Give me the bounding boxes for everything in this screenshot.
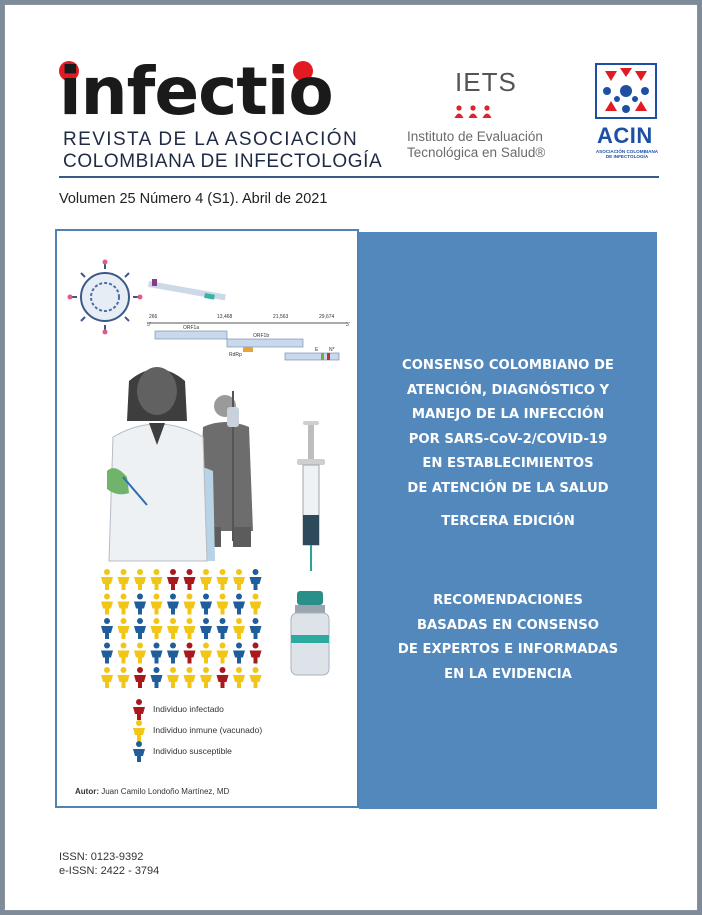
orf1b-label: ORF1b xyxy=(253,333,270,339)
person-icon xyxy=(217,594,229,615)
gene-e-label: E xyxy=(315,347,319,353)
legend-label-susceptible: Individuo susceptible xyxy=(153,746,232,756)
person-icon xyxy=(134,569,146,590)
person-icon xyxy=(200,667,212,688)
person-icon xyxy=(184,667,196,688)
vaccine-vial-illustration xyxy=(291,591,329,675)
person-icon xyxy=(233,618,245,639)
genome-pos-266: 266 xyxy=(149,314,158,320)
orf1a-bar xyxy=(155,331,227,339)
author-label: Autor: xyxy=(75,787,99,796)
acin-mark: ACIN xyxy=(597,123,653,148)
recommendations-line: RECOMENDACIONES xyxy=(433,593,583,608)
person-icon xyxy=(217,643,229,664)
acin-fullname: ASOCIACIÓN COLOMBIANA DE INFECTOLOGÍA xyxy=(595,149,659,159)
person-icon xyxy=(217,618,229,639)
person-icon xyxy=(167,667,179,688)
syringe-illustration xyxy=(297,421,325,571)
cover-title-line: MANEJO DE LA INFECCIÓN xyxy=(411,407,605,422)
rna-strand-icon xyxy=(148,279,226,300)
person-icon xyxy=(118,618,130,639)
person-icon xyxy=(200,618,212,639)
person-icon xyxy=(134,667,146,688)
iets-name-line2: Tecnológica en Salud® xyxy=(407,145,546,160)
rdrp-label: RdRp xyxy=(229,352,242,358)
person-icon xyxy=(184,594,196,615)
recommendations-line: EN LA EVIDENCIA xyxy=(444,666,572,682)
genome-3-prime: 3' xyxy=(346,322,350,328)
person-icon xyxy=(184,569,196,590)
cover-title-line: DE ATENCIÓN DE LA SALUD xyxy=(407,480,609,496)
person-icon xyxy=(118,643,130,664)
header-divider xyxy=(59,176,659,178)
journal-name: infectio xyxy=(59,53,333,130)
person-icon xyxy=(134,618,146,639)
virus-icon xyxy=(68,260,143,335)
cover-title xyxy=(359,354,657,501)
cover-title-line: CONSENSO COLOMBIANO DE xyxy=(402,358,614,373)
person-icon xyxy=(118,569,130,590)
orf1a-label: ORF1a xyxy=(183,325,200,331)
person-icon xyxy=(151,667,163,688)
person-icon xyxy=(217,667,229,688)
person-icon xyxy=(101,643,113,664)
person-icon xyxy=(250,667,262,688)
recommendations-line: DE EXPERTOS E INFORMADAS xyxy=(397,642,619,657)
acin-emblem xyxy=(595,63,657,119)
person-icon xyxy=(151,618,163,639)
genome-5-prime: 5' xyxy=(147,322,151,328)
cover-title-line: POR SARS-CoV-2/COVID-19 xyxy=(408,431,608,447)
edition-label: TERCERA EDICIÓN xyxy=(441,514,575,529)
cover-title-line: ATENCIÓN, DIAGNÓSTICO Y xyxy=(406,382,610,398)
iets-name-line1: Instituto de Evaluación xyxy=(407,129,543,144)
person-icon xyxy=(233,569,245,590)
person-icon xyxy=(101,569,113,590)
person-icon xyxy=(134,594,146,615)
person-icon xyxy=(101,594,113,615)
person-icon xyxy=(200,569,212,590)
person-icon xyxy=(250,618,262,639)
person-icon xyxy=(217,569,229,590)
structural-genes-bar xyxy=(285,353,339,360)
acin-emblem-icon xyxy=(597,65,655,117)
author-name: Juan Camilo Londoño Martínez, MD xyxy=(101,787,230,796)
issn-block xyxy=(59,850,159,878)
person-icon xyxy=(250,594,262,615)
iets-people-icon xyxy=(453,105,493,119)
legend-label-immune: Individuo inmune (vacunado) xyxy=(153,725,263,735)
person-icon xyxy=(167,643,179,664)
genome-map xyxy=(147,314,350,360)
person-icon xyxy=(184,618,196,639)
illustration-panel xyxy=(55,229,359,808)
illustration-author xyxy=(75,787,229,796)
person-icon xyxy=(151,594,163,615)
person-icon xyxy=(233,667,245,688)
healthcare-workers-illustration xyxy=(107,367,253,561)
recommendations-subtitle xyxy=(359,589,657,687)
person-icon xyxy=(167,594,179,615)
person-icon xyxy=(118,594,130,615)
journal-logo xyxy=(59,53,383,177)
person-icon xyxy=(134,643,146,664)
legend-person-icon xyxy=(133,741,145,762)
person-icon xyxy=(233,594,245,615)
journal-subtitle-line2: COLOMBIANA DE INFECTOLOGÍA xyxy=(63,151,383,172)
gene-n-label: N* xyxy=(329,347,335,353)
issn: ISSN: 0123-9392 xyxy=(59,851,144,863)
legend-person-icon xyxy=(133,699,145,720)
person-icon xyxy=(151,643,163,664)
rdrp-bar xyxy=(243,347,253,352)
legend-label-infected: Individuo infectado xyxy=(153,704,224,714)
legend-icons xyxy=(133,699,145,762)
e-issn: e-ISSN: 2422 - 3794 xyxy=(59,865,160,877)
person-icon xyxy=(200,594,212,615)
journal-cover xyxy=(4,4,698,911)
genome-pos-29674: 29,674 xyxy=(319,314,335,320)
person-icon xyxy=(118,667,130,688)
iets-logo xyxy=(403,65,553,165)
genome-pos-21563: 21,563 xyxy=(273,314,289,320)
person-icon xyxy=(167,569,179,590)
person-icon xyxy=(167,618,179,639)
recommendations-line: BASADAS EN CONSENSO xyxy=(416,617,600,633)
person-icon xyxy=(101,618,113,639)
person-icon xyxy=(250,569,262,590)
person-icon xyxy=(233,643,245,664)
volume-info: Volumen 25 Número 4 (S1). Abril de 2021 xyxy=(59,191,328,207)
genome-pos-13468: 13,468 xyxy=(217,314,233,320)
cover-illustration xyxy=(57,231,357,806)
person-icon xyxy=(184,643,196,664)
person-icon xyxy=(200,643,212,664)
legend-person-icon xyxy=(133,720,145,741)
journal-subtitle-line1: REVISTA DE LA ASOCIACIÓN xyxy=(63,129,359,150)
person-icon xyxy=(101,667,113,688)
person-icon xyxy=(151,569,163,590)
acin-logo xyxy=(595,63,661,163)
cover-title-line: EN ESTABLECIMIENTOS xyxy=(422,456,594,471)
orf1b-bar xyxy=(227,339,303,347)
person-icon xyxy=(250,643,262,664)
iets-mark: IETS xyxy=(455,67,517,97)
population-grid xyxy=(101,569,262,688)
title-panel xyxy=(359,232,657,809)
